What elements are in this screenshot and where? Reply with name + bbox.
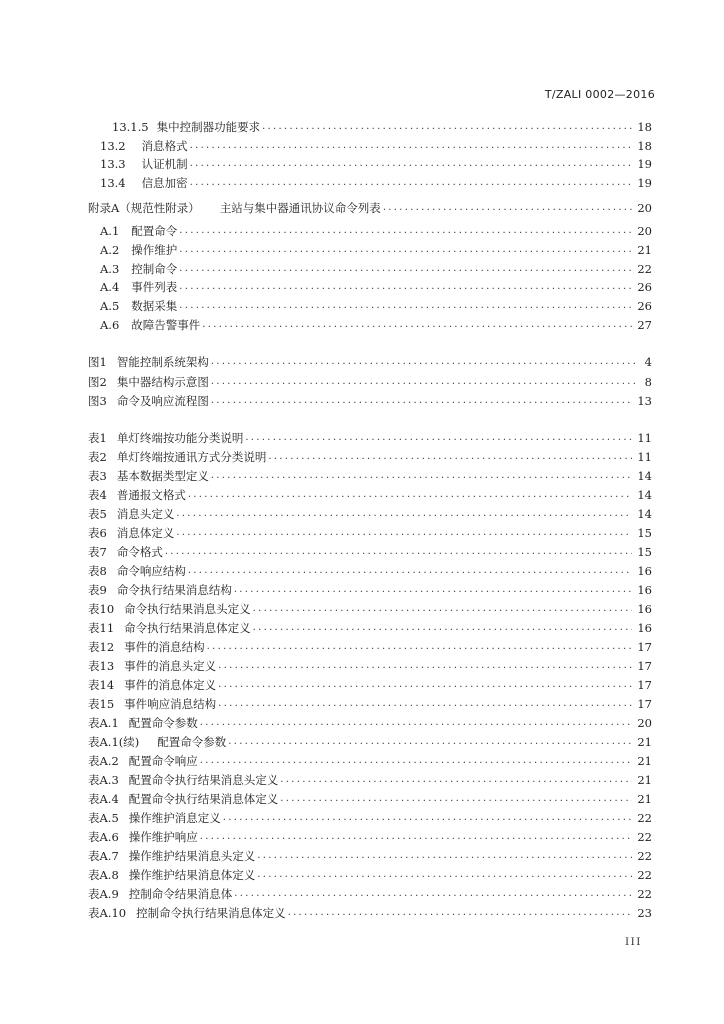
entry-number: 表A.7	[88, 849, 119, 863]
entry-number: A.2	[100, 242, 120, 257]
entry-title: 认证机制	[141, 157, 188, 172]
entry-number: 表A.4	[88, 792, 119, 806]
entry-number: A.5	[100, 299, 120, 314]
entry-title: 故障告警事件	[131, 318, 201, 332]
table-list-entry	[88, 828, 652, 846]
leader-dots	[211, 467, 633, 485]
entry-number: 表A.6	[88, 830, 119, 844]
entry-title: 操作维护响应	[128, 830, 198, 844]
entry-number: 表6	[88, 526, 107, 540]
entry-number: 13.4	[100, 176, 126, 191]
entry-page-number: 20	[637, 716, 652, 730]
toc-appendix-heading	[88, 199, 652, 217]
entry-title: 事件的消息体定义	[124, 678, 217, 692]
leader-dots	[218, 695, 632, 713]
leader-dots	[179, 241, 632, 259]
table-list-entry	[88, 448, 652, 466]
entry-title: 命令执行结果消息体定义	[124, 621, 251, 635]
leader-dots	[280, 790, 632, 808]
toc-appendix-entry	[100, 222, 652, 240]
table-list-entry	[88, 714, 652, 732]
toc-section-entry	[100, 137, 652, 155]
document-code-header: T/ZALI 0002—2016	[544, 88, 655, 101]
entry-page-number: 16	[637, 564, 652, 578]
leader-dots	[179, 260, 632, 278]
entry-title: 普通报文格式	[116, 488, 186, 502]
entry-number: 表7	[88, 545, 107, 559]
entry-title: 事件的消息头定义	[124, 659, 217, 673]
entry-page-number: 19	[637, 157, 652, 172]
entry-title: 操作维护	[131, 242, 178, 257]
leader-dots	[200, 828, 633, 846]
entry-title: 消息头定义	[116, 507, 175, 521]
table-list-entry	[88, 847, 652, 865]
entry-page-number: 17	[637, 640, 652, 654]
leader-dots	[234, 581, 633, 599]
entry-number: 13.3	[100, 157, 126, 172]
entry-title: 单灯终端按功能分类说明	[116, 431, 244, 445]
entry-number: 表A.9	[88, 887, 119, 901]
entry-number: 表A.2	[88, 754, 119, 768]
entry-number: 图2	[88, 374, 107, 389]
leader-dots	[288, 904, 633, 922]
leader-dots	[253, 619, 633, 637]
entry-page-number: 17	[637, 697, 652, 711]
leader-dots	[190, 137, 633, 155]
table-list-entry	[88, 752, 652, 770]
entry-title: 配置命令	[131, 224, 178, 238]
entry-number: 表A.5	[88, 811, 119, 825]
toc-appendix-entry	[100, 297, 652, 315]
entry-number: 表15	[88, 697, 115, 711]
entry-page-number: 22	[637, 830, 652, 844]
toc-appendix-entry	[100, 316, 652, 334]
entry-title: 控制命令	[131, 261, 178, 276]
table-list-entry	[88, 809, 652, 827]
leader-dots	[176, 505, 632, 523]
toc-appendix-entry	[100, 241, 652, 259]
leader-dots	[234, 885, 632, 903]
entry-title: 集中器结构示意图	[116, 374, 209, 389]
table-list-entry	[88, 486, 652, 504]
footer-page-number: III	[625, 936, 642, 948]
entry-page-number: 22	[637, 261, 652, 276]
entry-page-number: 26	[637, 299, 652, 314]
entry-title: 控制命令执行结果消息体定义	[136, 906, 286, 920]
leader-dots	[176, 524, 632, 542]
leader-dots	[190, 174, 633, 192]
entry-number: 表8	[88, 564, 107, 578]
entry-number: 表14	[88, 678, 115, 692]
leader-dots	[228, 733, 632, 751]
entry-title: 消息体定义	[116, 526, 175, 540]
entry-page-number: 4	[644, 355, 652, 369]
table-list-entry	[88, 638, 652, 656]
leader-dots	[200, 752, 633, 770]
entry-number: 表3	[88, 469, 107, 483]
table-list-entry	[88, 619, 652, 637]
entry-title: 配置命令参数	[157, 735, 227, 749]
entry-number: 表1	[88, 431, 107, 445]
entry-page-number: 18	[637, 138, 652, 153]
entry-number: 表4	[88, 488, 107, 502]
leader-dots	[211, 353, 635, 371]
leader-dots	[253, 600, 633, 618]
leader-dots	[202, 316, 632, 334]
leader-dots	[179, 278, 632, 296]
entry-number: 表13	[88, 659, 115, 673]
entry-number: 表10	[88, 602, 115, 616]
table-list-entry	[88, 866, 652, 884]
entry-title: 配置命令执行结果消息头定义	[128, 773, 279, 787]
table-list-entry	[88, 600, 652, 618]
table-list-entry	[88, 657, 652, 675]
table-list-entry	[88, 771, 652, 789]
toc-appendix-entry	[100, 278, 652, 296]
entry-page-number: 21	[637, 754, 652, 768]
entry-page-number: 21	[637, 735, 652, 749]
entry-title: 操作维护结果消息体定义	[128, 868, 256, 882]
leader-dots	[165, 543, 633, 561]
entry-title: 智能控制系统架构	[116, 355, 209, 369]
entry-page-number: 16	[637, 602, 652, 616]
entry-page-number: 14	[637, 488, 652, 502]
entry-number: A.4	[100, 280, 120, 295]
entry-title: 集中控制器功能要求	[156, 120, 261, 134]
entry-page-number: 21	[637, 242, 652, 257]
table-list-entry	[88, 695, 652, 713]
entry-title: 事件的消息结构	[124, 640, 205, 654]
leader-dots	[200, 714, 633, 732]
entry-page-number: 16	[637, 621, 652, 635]
entry-number: 表9	[88, 583, 107, 597]
entry-page-number: 14	[637, 507, 652, 521]
table-list-entry	[88, 885, 652, 903]
entry-page-number: 21	[637, 792, 652, 806]
table-list-entry	[88, 733, 652, 751]
entry-number: 表12	[88, 640, 115, 654]
entry-page-number: 18	[637, 120, 652, 134]
entry-title: 配置命令参数	[128, 716, 198, 730]
table-list-entry	[88, 505, 652, 523]
entry-title: 命令执行结果消息头定义	[124, 602, 251, 616]
entry-page-number: 17	[637, 659, 652, 673]
leader-dots	[245, 429, 632, 447]
entry-title: 基本数据类型定义	[116, 469, 209, 483]
table-list-entry	[88, 904, 652, 922]
entry-page-number: 20	[637, 224, 652, 238]
leader-dots	[383, 199, 633, 217]
entry-page-number: 22	[637, 868, 652, 882]
entry-page-number: 17	[637, 678, 652, 692]
entry-title: 操作维护消息定义	[128, 811, 221, 825]
entry-title: 单灯终端按通讯方式分类说明	[116, 450, 267, 464]
figure-list-entry	[88, 392, 652, 410]
entry-number: 表A.3	[88, 773, 119, 787]
entry-page-number: 11	[637, 450, 652, 464]
entry-number: 附录A（规范性附录）	[88, 201, 200, 215]
entry-title: 事件响应消息结构	[124, 697, 217, 711]
table-list-entry	[88, 524, 652, 542]
entry-title: 消息格式	[141, 138, 188, 153]
leader-dots	[179, 297, 632, 315]
table-list-entry	[88, 676, 652, 694]
entry-number: 表A.1(续)	[88, 735, 140, 749]
entry-number: 表11	[88, 621, 115, 635]
entry-title: 数据采集	[131, 299, 178, 314]
table-list-entry	[88, 790, 652, 808]
entry-page-number: 19	[637, 176, 652, 191]
toc-section-entry	[100, 174, 652, 192]
figure-list-entry	[88, 373, 652, 391]
entry-page-number: 15	[637, 526, 652, 540]
table-list-entry	[88, 429, 652, 447]
entry-page-number: 23	[637, 906, 652, 920]
leader-dots	[218, 657, 632, 675]
entry-title: 信息加密	[141, 176, 188, 191]
entry-page-number: 14	[637, 469, 652, 483]
table-list-entry	[88, 581, 652, 599]
leader-dots	[223, 809, 633, 827]
entry-number: 表5	[88, 507, 107, 521]
entry-page-number: 22	[637, 849, 652, 863]
entry-title: 操作维护结果消息头定义	[128, 849, 256, 863]
entry-number: 表A.8	[88, 868, 119, 882]
leader-dots	[257, 866, 632, 884]
entry-page-number: 13	[637, 394, 652, 408]
entry-number: A.6	[100, 318, 120, 332]
entry-page-number: 16	[637, 583, 652, 597]
leader-dots	[207, 638, 633, 656]
leader-dots	[179, 222, 632, 240]
table-list-entry	[88, 562, 652, 580]
entry-page-number: 27	[637, 318, 652, 332]
table-list-entry	[88, 543, 652, 561]
entry-title: 配置命令响应	[128, 754, 198, 768]
toc-appendix-entry	[100, 260, 652, 278]
entry-page-number: 21	[637, 773, 652, 787]
entry-title: 命令及响应流程图	[116, 394, 209, 408]
entry-title: 命令执行结果消息结构	[116, 583, 232, 597]
entry-title: 事件列表	[131, 280, 178, 295]
leader-dots	[211, 373, 635, 391]
toc-section-entry	[100, 155, 652, 173]
entry-page-number: 22	[637, 887, 652, 901]
leader-dots	[188, 486, 633, 504]
entry-number: 13.1.5	[112, 120, 149, 134]
entry-title: 主站与集中器通讯协议命令列表	[219, 201, 381, 215]
entry-number: 表A.10	[88, 906, 127, 920]
entry-page-number: 8	[644, 374, 652, 389]
entry-number: 13.2	[100, 138, 126, 153]
entry-title: 命令格式	[116, 545, 163, 559]
entry-number: 图1	[88, 355, 107, 369]
entry-page-number: 11	[637, 431, 652, 445]
leader-dots	[218, 676, 632, 694]
entry-number: 表A.1	[88, 716, 119, 730]
figure-list-entry	[88, 353, 652, 371]
toc-section-entry	[112, 118, 652, 136]
leader-dots	[268, 448, 632, 466]
entry-title: 配置命令执行结果消息体定义	[128, 792, 279, 806]
entry-number: 图3	[88, 394, 107, 408]
entry-number: 表2	[88, 450, 107, 464]
leader-dots	[280, 771, 632, 789]
entry-number: A.3	[100, 261, 120, 276]
leader-dots	[257, 847, 632, 865]
leader-dots	[211, 392, 633, 410]
entry-page-number: 15	[637, 545, 652, 559]
leader-dots	[188, 562, 633, 580]
entry-page-number: 22	[637, 811, 652, 825]
entry-page-number: 20	[637, 201, 652, 215]
leader-dots	[262, 118, 632, 136]
entry-title: 命令响应结构	[116, 564, 186, 578]
table-list-entry	[88, 467, 652, 485]
entry-page-number: 26	[637, 280, 652, 295]
leader-dots	[190, 155, 633, 173]
entry-number: A.1	[100, 224, 120, 238]
entry-title: 控制命令结果消息体	[128, 887, 233, 901]
